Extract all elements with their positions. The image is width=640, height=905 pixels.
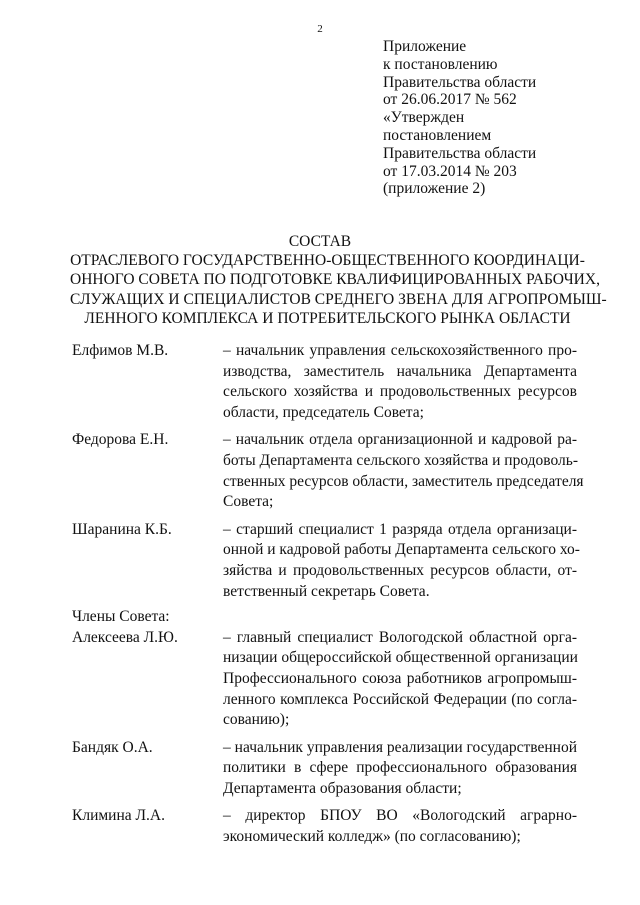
page-number: 2 [317,23,323,35]
member-name: Федорова Е.Н. [72,431,169,449]
position-line: боты Департамента сельского хозяйства и продоволь- [223,451,578,469]
position-line: политики в сфере профессионального образования [223,759,577,777]
member-position [223,520,580,602]
appendix-line: (приложение 2) [383,180,486,198]
appendix-line: Правительства области [383,144,537,162]
council-composition [72,341,584,855]
member-position [223,341,577,423]
subtitle-line: СЛУЖАЩИХ И СПЕЦИАЛИСТОВ СРЕДНЕГО ЗВЕНА ДЛЯ АГРОПРОМЫШ- [70,290,607,308]
member-name: Алексеева Л.Ю. [72,628,178,646]
member-name: Бандяк О.А. [72,738,153,756]
member-entry [72,628,577,731]
subtitle-line: ОТРАСЛЕВОГО ГОСУДАРСТВЕННО-ОБЩЕСТВЕННОГО КООРДИНАЦИ- [70,252,585,269]
member-name: Шаранина К.Б. [72,520,172,538]
position-line: ленного комплекса Российской Федерации (по согла- [223,690,577,708]
position-line: изводства, заместитель начальника Департамента [223,362,577,380]
member-position [223,628,577,731]
member-position [223,738,577,800]
member-entry [72,738,577,800]
position-line: – начальник управления сельскохозяйственного про- [223,342,577,359]
position-line: ственных ресурсов области, заместитель председателя [223,472,584,490]
position-line: зяйства и продовольственных ресурсов области, от- [223,561,577,579]
member-entry [72,806,577,847]
appendix-line: к постановлению [383,55,498,73]
members-label: Члены Совета: [72,608,170,626]
position-line: сельского хозяйства и продовольственных ресурсов [223,383,577,401]
appendix-line: постановлением [383,126,492,144]
position-line: – главный специалист Вологодской областной орга- [223,628,577,646]
subtitle-line: ЛЕННОГО КОМПЛЕКСА И ПОТРЕБИТЕЛЬСКОГО РЫНКА ОБЛАСТИ [84,309,571,327]
position-line: – начальник управления реализации государственной [223,738,577,756]
position-line: – начальник отдела организационной и кадровой ра- [223,431,577,449]
position-line: Профессионального союза работников агропромыш- [223,669,577,687]
member-name: Елфимов М.В. [72,342,169,359]
position-line: экономический колледж» (по согласованию); [223,828,521,846]
appendix-block [383,38,623,198]
document-title: СОСТАВ [288,233,352,250]
subtitle-line: ОННОГО СОВЕТА ПО ПОДГОТОВКЕ КВАЛИФИЦИРОВАННЫХ РАБОЧИХ, [70,271,600,289]
member-position [223,430,584,512]
member-entry [72,430,584,512]
member-name: Климина Л.А. [72,807,165,825]
appendix-line: Правительства области [383,73,537,91]
position-line: ветственный секретарь Совета. [223,582,430,600]
appendix-line: от 17.03.2014 № 203 [383,162,517,180]
appendix-line: «Утвержден [383,109,465,127]
position-line: – директор БПОУ ВО «Вологодский аграрно- [223,807,577,825]
position-line: Департамента образования области; [223,779,462,797]
position-line: области, председатель Совета; [223,403,424,421]
appendix-line: Приложение [383,38,467,55]
position-line: – старший специалист 1 разряда отдела организаци- [223,520,577,538]
appendix-line: от 26.06.2017 № 562 [383,91,517,109]
position-line: Совета; [223,493,274,511]
document-subtitle [70,251,607,328]
member-entry [72,520,580,602]
member-position [223,806,577,847]
position-line: сованию); [223,711,290,729]
member-entry [72,341,577,423]
position-line: низации общероссийской общественной организации [223,649,578,667]
position-line: онной и кадровой работы Департамента сельского хо- [223,541,580,559]
